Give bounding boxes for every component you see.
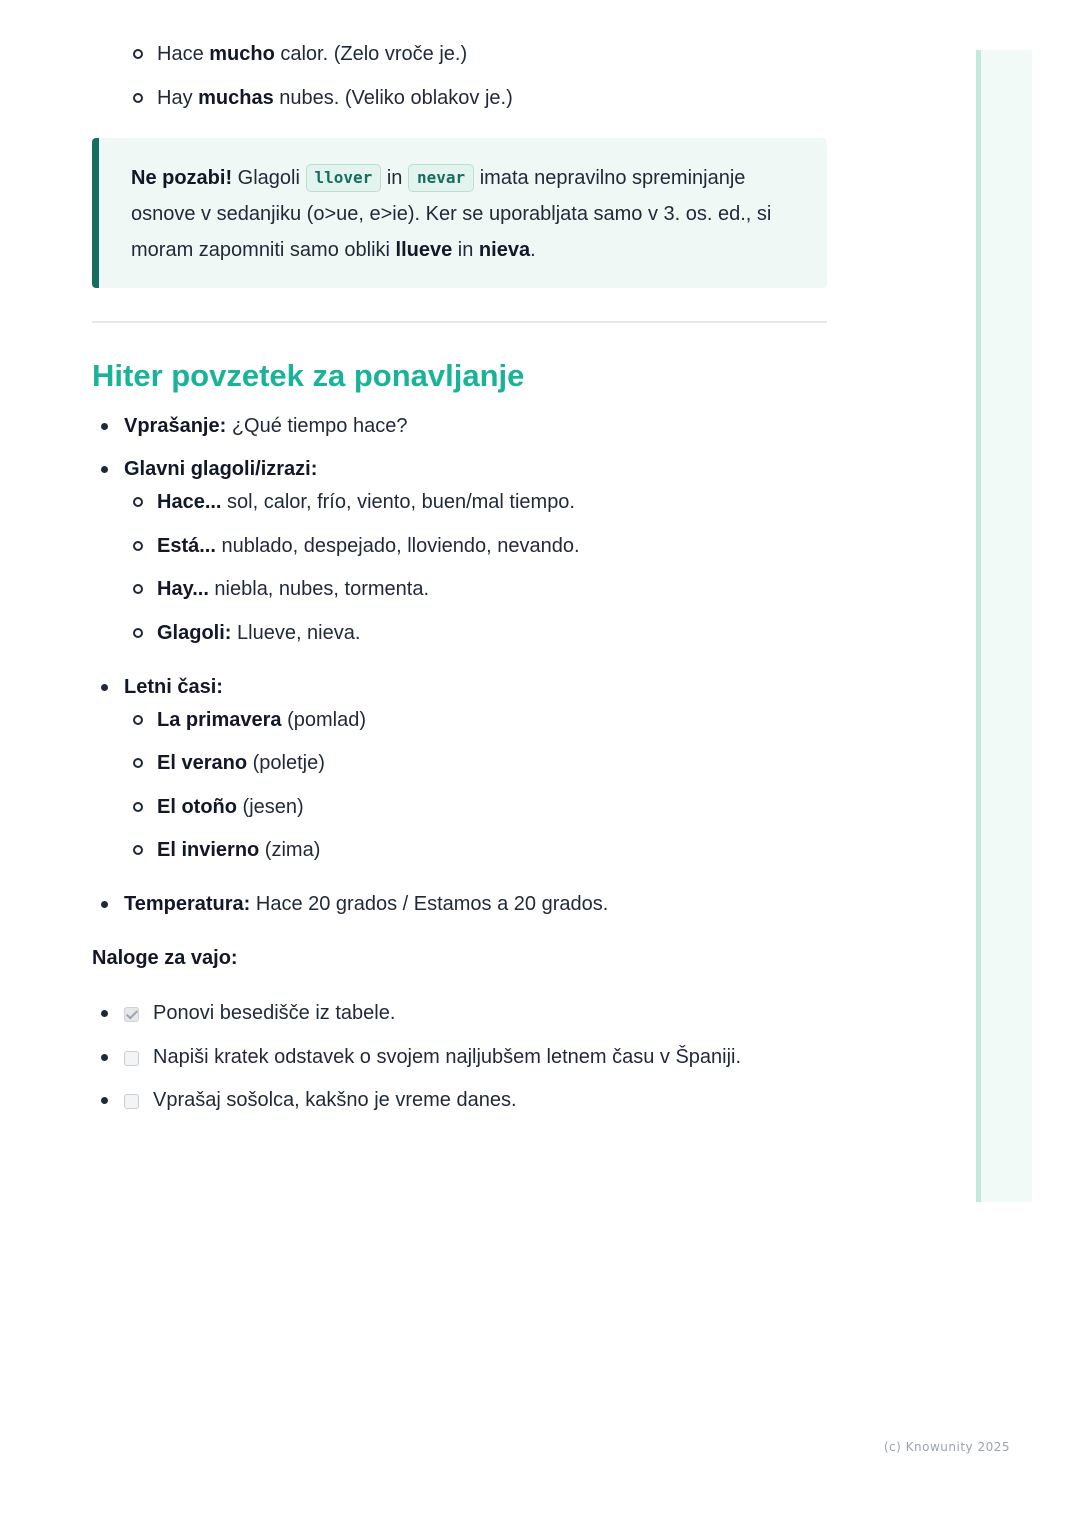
code-nevar: nevar xyxy=(408,164,474,192)
task-checkbox-checked[interactable] xyxy=(124,1007,139,1022)
seasons-sublist xyxy=(124,706,827,865)
bullet-icon xyxy=(101,684,108,691)
list-item: La primavera (pomlad) xyxy=(124,706,827,734)
section-divider xyxy=(92,321,827,323)
summary-list xyxy=(92,412,827,919)
task-item: Vprašaj sošolca, kakšno je vreme danes. xyxy=(92,1086,827,1114)
summary-question: Vprašanje: ¿Qué tiempo hace? xyxy=(92,412,827,440)
bullet-icon xyxy=(101,466,108,473)
sidebar-accent-bar xyxy=(976,50,1032,1202)
list-item: Hay... niebla, nubes, tormenta. xyxy=(124,575,827,603)
tasks-title: Naloge za vajo: xyxy=(92,947,238,969)
document-content xyxy=(92,40,827,1130)
summary-verbs: Glavni glagoli/izrazi: Hace... sol, calor, frío, viento, buen/mal tiempo. Está... nublado, despejado, lloviendo, nevando. Hay... niebla, nubes, tormenta. Glagoli: Llueve, nieva. xyxy=(92,455,827,647)
weather-examples-list xyxy=(92,40,827,112)
callout-lead: Ne pozabi! xyxy=(131,166,233,189)
list-item: Glagoli: Llueve, nieva. xyxy=(124,619,827,647)
code-llover: llover xyxy=(306,164,382,192)
summary-seasons: Letni časi: La primavera (pomlad) El verano (poletje) El otoño (jesen) El invierno (zima) xyxy=(92,673,827,865)
list-item: Hay muchas nubes. (Veliko oblakov je.) xyxy=(92,84,827,112)
summary-temperature: Temperatura: Hace 20 grados / Estamos a 20 grados. xyxy=(92,890,827,918)
list-item: El otoño (jesen) xyxy=(124,793,827,821)
footer-copyright: (c) Knowunity 2025 xyxy=(883,1440,1010,1454)
bullet-icon xyxy=(101,1097,108,1104)
task-checkbox[interactable] xyxy=(124,1094,139,1109)
task-checkbox[interactable] xyxy=(124,1051,139,1066)
section-heading: Hiter povzetek za ponavljanje xyxy=(92,357,525,393)
reminder-callout: Ne pozabi! Glagoli llover in nevar imata nepravilno spreminjanje osnove v sedanjiku (o>ue, e>ie). Ker se uporabljata samo v 3. os. ed., si moram zapomniti samo obliki llueve in nieva. xyxy=(92,138,827,288)
bullet-icon xyxy=(101,423,108,430)
task-item: Napiši kratek odstavek o svojem najljubšem letnem času v Španiji. xyxy=(92,1043,827,1071)
task-checklist xyxy=(92,999,827,1114)
list-item: Hace... sol, calor, frío, viento, buen/mal tiempo. xyxy=(124,488,827,516)
list-item: El verano (poletje) xyxy=(124,749,827,777)
bullet-icon xyxy=(101,1054,108,1061)
list-item: El invierno (zima) xyxy=(124,836,827,864)
list-item: Hace mucho calor. (Zelo vroče je.) xyxy=(92,40,827,68)
bullet-icon xyxy=(101,1010,108,1017)
task-item: Ponovi besediščе iz tabele. xyxy=(92,999,827,1027)
verbs-sublist xyxy=(124,488,827,647)
bullet-icon xyxy=(101,901,108,908)
list-item: Está... nublado, despejado, lloviendo, nevando. xyxy=(124,532,827,560)
